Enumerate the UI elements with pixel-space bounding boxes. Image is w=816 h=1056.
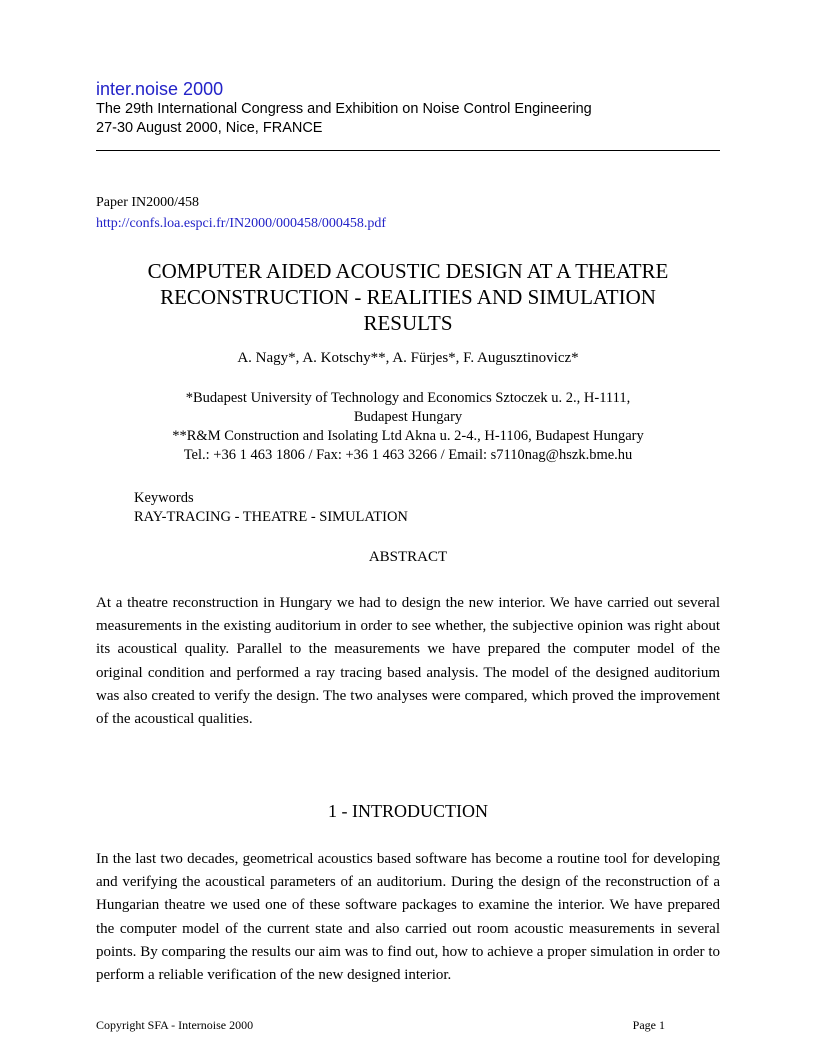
page-header xyxy=(96,78,720,138)
keywords-block xyxy=(134,489,408,527)
affiliations xyxy=(96,389,720,465)
footer-copyright: Copyright SFA - Internoise 2000 xyxy=(96,1018,254,1032)
abstract-text: At a theatre reconstruction in Hungary we had to design the new interior. We have carried out several measurements in the existing auditorium in order to see whether, the subjective opinion was right about its acoustical quality. Parallel to the measurements we have prepared the computer model of the original condition and performed a ray tracing based analysis. The model of the designed auditorium was also created to verify the design. The two analyses were compared, which proved the improvement of the acoustical qualities. xyxy=(96,595,720,728)
abstract-heading: ABSTRACT xyxy=(368,549,448,565)
title-line-1: COMPUTER AIDED ACOUSTIC DESIGN AT A THEATRE xyxy=(147,259,669,283)
keywords-value: RAY-TRACING - THEATRE - SIMULATION xyxy=(134,509,408,525)
footer-page-number: Page 1 xyxy=(632,1018,665,1032)
title-line-2: RECONSTRUCTION - REALITIES AND SIMULATION xyxy=(160,285,656,309)
affiliation-line-2: Budapest Hungary xyxy=(353,409,463,425)
conference-dates: 27-30 August 2000, Nice, FRANCE xyxy=(96,120,323,136)
keywords-label: Keywords xyxy=(134,490,194,506)
paper-url-link[interactable]: http://confs.loa.espci.fr/IN2000/000458/000458.pdf xyxy=(96,216,387,231)
introduction-heading: 1 - INTRODUCTION xyxy=(328,801,488,821)
contact-line: Tel.: +36 1 463 1806 / Fax: +36 1 463 3266 / Email: s7110nag@hszk.bme.hu xyxy=(183,447,633,463)
introduction-text: In the last two decades, geometrical acoustics based software has become a routine tool for developing and verifying the acoustical parameters of an auditorium. During the design of the reconstruction of a Hungarian theatre we used one of these software packages to examine the interior. We have prepared the computer model of the current state and also carried out room acoustic measurements in several points. By comparing the results our aim was to find out, how to achieve a proper simulation in order to perform a reliable verification of the new designed interior. xyxy=(96,851,720,984)
conference-name: inter.noise 2000 xyxy=(96,79,224,99)
affiliation-line-1: *Budapest University of Technology and Economics Sztoczek u. 2., H-1111, xyxy=(185,390,631,406)
affiliation-line-3: **R&M Construction and Isolating Ltd Akna u. 2-4., H-1106, Budapest Hungary xyxy=(172,428,644,444)
congress-title: The 29th International Congress and Exhibition on Noise Control Engineering xyxy=(96,101,592,117)
authors: A. Nagy*, A. Kotschy**, A. Fürjes*, F. Augusztinovicz* xyxy=(237,350,579,366)
paper-id: Paper IN2000/458 xyxy=(96,195,200,210)
title-line-3: RESULTS xyxy=(363,311,453,335)
paper-title xyxy=(96,258,720,336)
header-divider xyxy=(96,150,720,151)
